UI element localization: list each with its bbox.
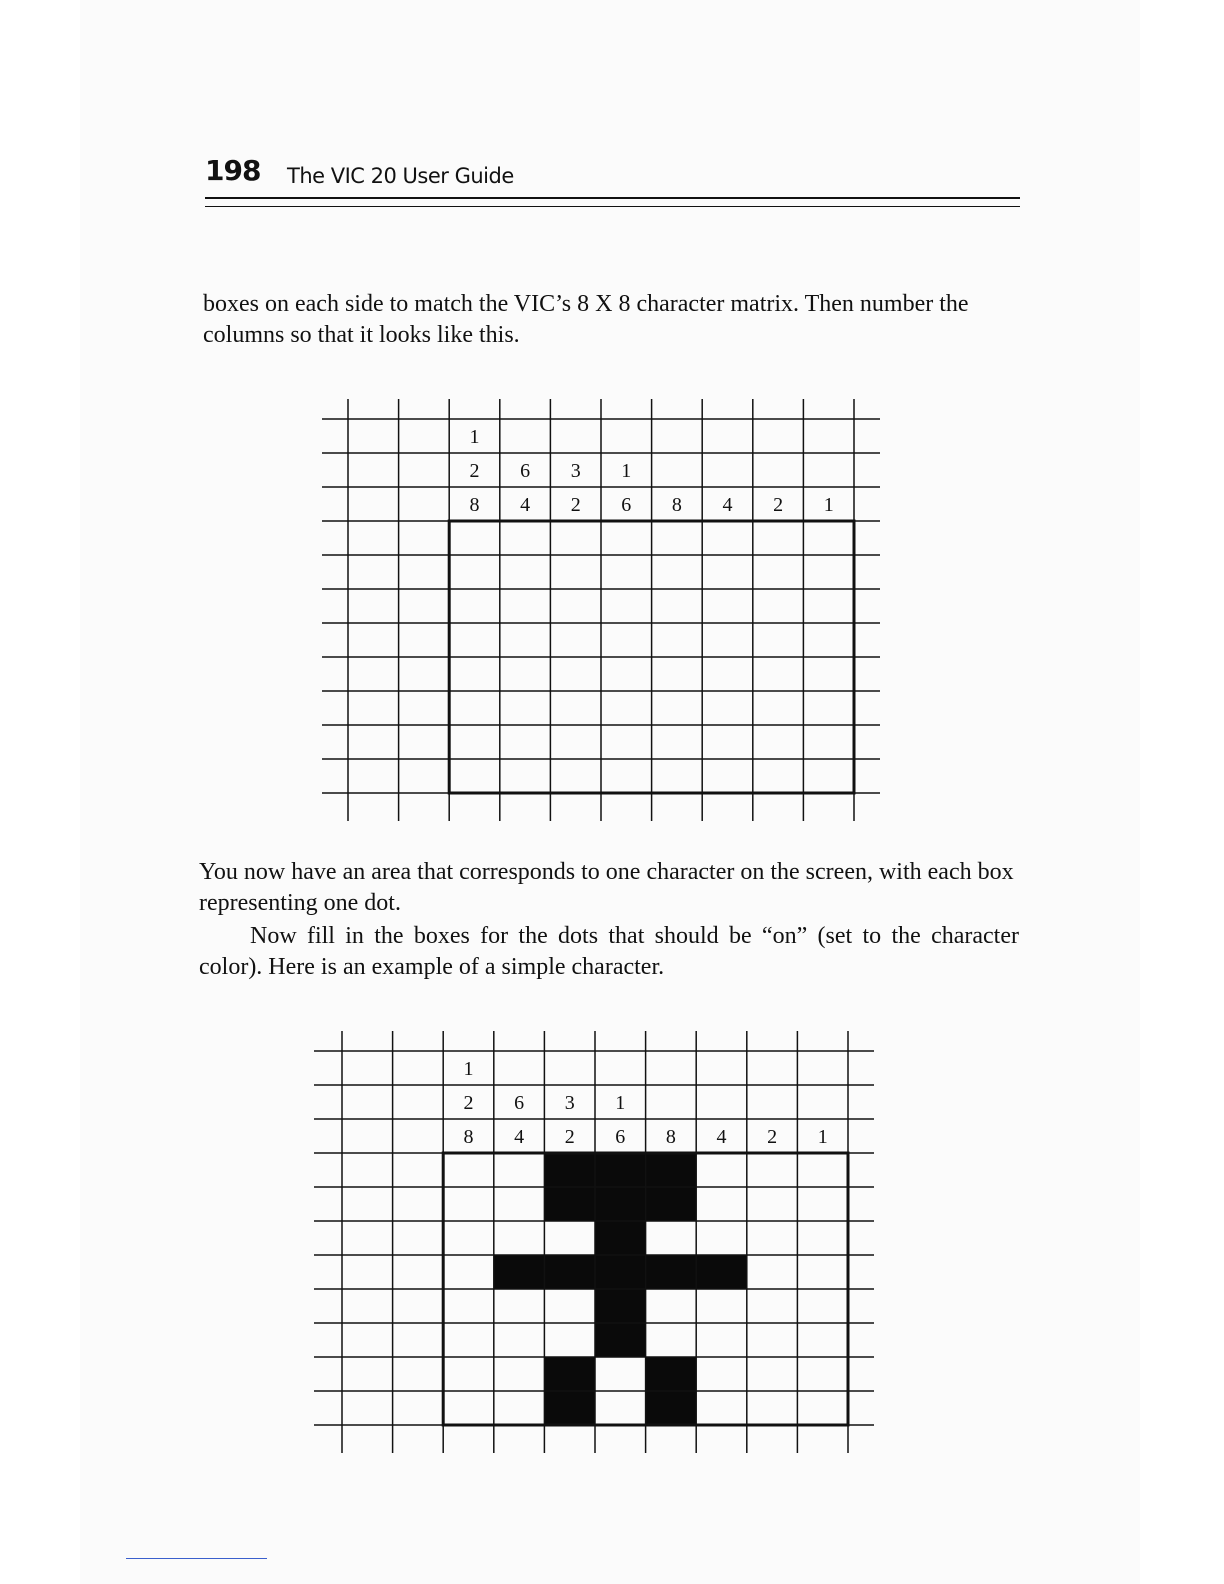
example-grid-pixel-on — [544, 1391, 595, 1425]
scan-edge-line — [126, 1558, 267, 1559]
empty-grid-column-value: 1 — [823, 494, 834, 516]
paragraph-area: You now have an area that corresponds to one character on the screen, with each box representing one dot. — [199, 859, 1014, 916]
example-grid-pixel-on — [646, 1357, 697, 1391]
empty-grid-column-value: 4 — [722, 494, 733, 516]
example-grid-pixel-on — [646, 1187, 697, 1221]
empty-grid-column-value: 6 — [520, 460, 531, 482]
empty-grid-column-value: 2 — [570, 494, 581, 516]
empty-grid-column-value: 4 — [520, 494, 531, 516]
example-grid-pixel-on — [646, 1153, 697, 1187]
example-grid-column-value: 2 — [463, 1092, 474, 1114]
example-grid-pixel-on — [646, 1255, 697, 1289]
example-grid-column-value: 8 — [463, 1126, 474, 1148]
example-grid-pixel-on — [696, 1255, 747, 1289]
example-grid-column-value: 1 — [817, 1126, 828, 1148]
empty-grid-column-value: 2 — [469, 460, 480, 482]
example-grid-pixel-on — [544, 1187, 595, 1221]
empty-grid-column-value: 2 — [773, 494, 784, 516]
example-grid-column-value: 3 — [564, 1092, 575, 1114]
example-grid-column-value: 1 — [615, 1092, 626, 1114]
example-grid-column-value: 8 — [665, 1126, 676, 1148]
paragraph-fill-in: Now fill in the boxes for the dots that should be “on” (set to the character color). Here is an example of a simple character. — [199, 923, 1019, 980]
empty-grid-column-value: 8 — [671, 494, 682, 516]
example-grid-column-value: 2 — [767, 1126, 778, 1148]
example-grid-column-value: 4 — [514, 1126, 525, 1148]
empty-grid-column-value: 1 — [621, 460, 632, 482]
example-grid-pixel-on — [544, 1153, 595, 1187]
example-grid-pixel-on — [595, 1323, 646, 1357]
example-grid-pixel-on — [595, 1187, 646, 1221]
empty-grid-column-value: 3 — [570, 460, 581, 482]
example-grid-pixel-on — [544, 1255, 595, 1289]
empty-grid-column-value: 6 — [621, 494, 632, 516]
empty-grid-column-value: 1 — [469, 426, 480, 448]
example-grid-column-value: 1 — [463, 1058, 474, 1080]
example-grid-column-value: 6 — [514, 1092, 525, 1114]
example-grid-pixel-on — [544, 1357, 595, 1391]
example-grid-column-value: 4 — [716, 1126, 727, 1148]
example-grid-pixel-on — [595, 1221, 646, 1255]
empty-grid-column-value: 8 — [469, 494, 480, 516]
running-head: The VIC 20 User Guide — [287, 164, 514, 188]
example-grid-column-value: 6 — [615, 1126, 626, 1148]
example-grid-pixel-on — [646, 1391, 697, 1425]
example-grid-column-value: 2 — [564, 1126, 575, 1148]
example-grid-pixel-on — [595, 1255, 646, 1289]
example-grid-pixel-on — [494, 1255, 545, 1289]
page-number: 198 — [205, 154, 261, 187]
example-grid-pixel-on — [595, 1153, 646, 1187]
example-grid-pixel-on — [595, 1289, 646, 1323]
paragraph-intro: boxes on each side to match the VIC’s 8 X 8 character matrix. Then number the columns so that it looks like this. — [203, 291, 969, 348]
